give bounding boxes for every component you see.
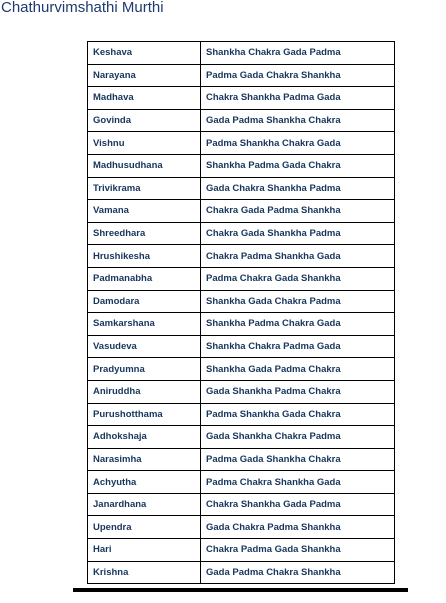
weapons-order-cell: Chakra Padma Gada Shankha bbox=[201, 539, 395, 562]
table-row bbox=[88, 222, 395, 245]
table-row bbox=[88, 177, 395, 200]
murthi-name-cell: Janardhana bbox=[88, 493, 201, 516]
weapons-order-cell: Padma Chakra Shankha Gada bbox=[201, 471, 395, 494]
murthi-name-cell: Krishna bbox=[88, 561, 201, 584]
murthi-table-body bbox=[88, 42, 395, 584]
table-row bbox=[88, 358, 395, 381]
murthi-name-cell: Damodara bbox=[88, 290, 201, 313]
murthi-name-cell: Adhokshaja bbox=[88, 426, 201, 449]
table-row bbox=[88, 200, 395, 223]
table-row bbox=[88, 561, 395, 584]
murthi-name-cell: Purushotthama bbox=[88, 403, 201, 426]
table-row bbox=[88, 154, 395, 177]
weapons-order-cell: Gada Shankha Chakra Padma bbox=[201, 426, 395, 449]
murthi-name-cell: Shreedhara bbox=[88, 222, 201, 245]
murthi-name-cell: Narayana bbox=[88, 64, 201, 87]
murthi-name-cell: Samkarshana bbox=[88, 313, 201, 336]
murthi-name-cell: Vasudeva bbox=[88, 335, 201, 358]
murthi-table bbox=[87, 41, 395, 584]
table-row bbox=[88, 448, 395, 471]
table-row bbox=[88, 42, 395, 65]
weapons-order-cell: Shankha Padma Chakra Gada bbox=[201, 313, 395, 336]
murthi-name-cell: Hari bbox=[88, 539, 201, 562]
murthi-name-cell: Madhava bbox=[88, 87, 201, 110]
weapons-order-cell: Padma Gada Shankha Chakra bbox=[201, 448, 395, 471]
table-row bbox=[88, 245, 395, 268]
table-row bbox=[88, 87, 395, 110]
weapons-order-cell: Chakra Gada Shankha Padma bbox=[201, 222, 395, 245]
murthi-name-cell: Narasimha bbox=[88, 448, 201, 471]
weapons-order-cell: Padma Shankha Gada Chakra bbox=[201, 403, 395, 426]
bottom-rule bbox=[73, 588, 408, 592]
murthi-name-cell: Keshava bbox=[88, 42, 201, 65]
weapons-order-cell: Chakra Padma Shankha Gada bbox=[201, 245, 395, 268]
weapons-order-cell: Shankha Chakra Padma Gada bbox=[201, 335, 395, 358]
weapons-order-cell: Gada Chakra Shankha Padma bbox=[201, 177, 395, 200]
murthi-name-cell: Hrushikesha bbox=[88, 245, 201, 268]
weapons-order-cell: Gada Padma Shankha Chakra bbox=[201, 109, 395, 132]
weapons-order-cell: Padma Gada Chakra Shankha bbox=[201, 64, 395, 87]
weapons-order-cell: Gada Chakra Padma Shankha bbox=[201, 516, 395, 539]
weapons-order-cell: Shankha Gada Padma Chakra bbox=[201, 358, 395, 381]
table-row bbox=[88, 64, 395, 87]
table-row bbox=[88, 335, 395, 358]
murthi-name-cell: Trivikrama bbox=[88, 177, 201, 200]
weapons-order-cell: Shankha Gada Chakra Padma bbox=[201, 290, 395, 313]
murthi-name-cell: Upendra bbox=[88, 516, 201, 539]
table-row bbox=[88, 290, 395, 313]
weapons-order-cell: Chakra Shankha Padma Gada bbox=[201, 87, 395, 110]
document-title: Chathurvimshathi Murthi bbox=[1, 0, 164, 16]
murthi-name-cell: Achyutha bbox=[88, 471, 201, 494]
table-row bbox=[88, 516, 395, 539]
weapons-order-cell: Chakra Shankha Gada Padma bbox=[201, 493, 395, 516]
table-row bbox=[88, 132, 395, 155]
table-row bbox=[88, 313, 395, 336]
murthi-name-cell: Madhusudhana bbox=[88, 154, 201, 177]
table-row bbox=[88, 471, 395, 494]
murthi-name-cell: Pradyumna bbox=[88, 358, 201, 381]
table-row bbox=[88, 267, 395, 290]
table-row bbox=[88, 539, 395, 562]
table-row bbox=[88, 380, 395, 403]
table-row bbox=[88, 493, 395, 516]
murthi-name-cell: Vishnu bbox=[88, 132, 201, 155]
weapons-order-cell: Chakra Gada Padma Shankha bbox=[201, 200, 395, 223]
murthi-name-cell: Padmanabha bbox=[88, 267, 201, 290]
weapons-order-cell: Gada Padma Chakra Shankha bbox=[201, 561, 395, 584]
table-row bbox=[88, 426, 395, 449]
murthi-name-cell: Aniruddha bbox=[88, 380, 201, 403]
weapons-order-cell: Padma Shankha Chakra Gada bbox=[201, 132, 395, 155]
weapons-order-cell: Shankha Padma Gada Chakra bbox=[201, 154, 395, 177]
weapons-order-cell: Shankha Chakra Gada Padma bbox=[201, 42, 395, 65]
table-row bbox=[88, 403, 395, 426]
table-row bbox=[88, 109, 395, 132]
weapons-order-cell: Gada Shankha Padma Chakra bbox=[201, 380, 395, 403]
weapons-order-cell: Padma Chakra Gada Shankha bbox=[201, 267, 395, 290]
murthi-name-cell: Govinda bbox=[88, 109, 201, 132]
murthi-name-cell: Vamana bbox=[88, 200, 201, 223]
